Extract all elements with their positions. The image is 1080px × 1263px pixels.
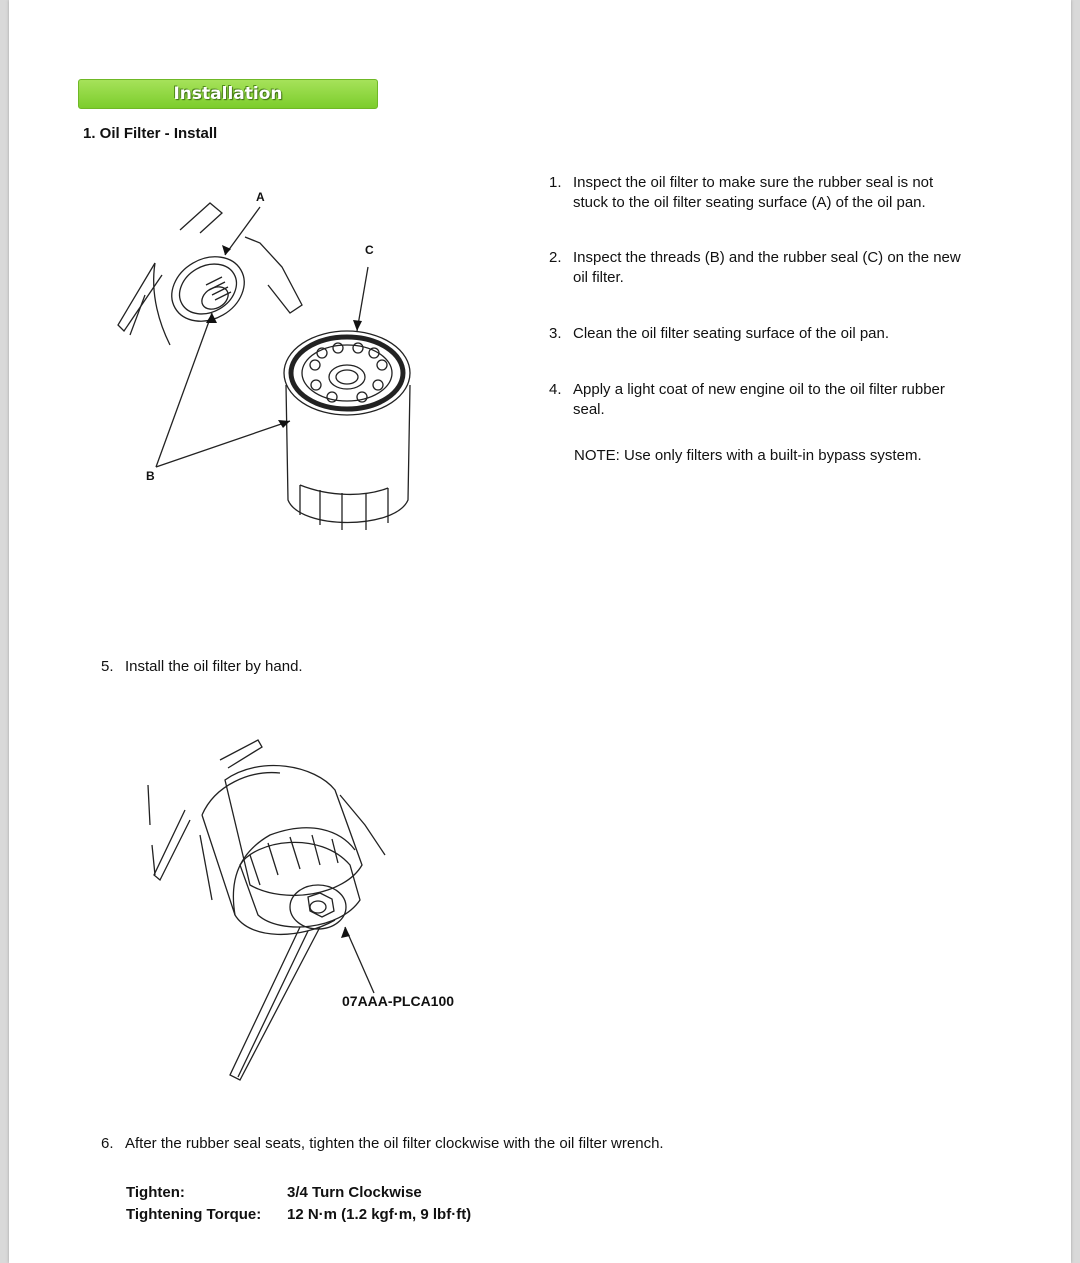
step-1: 1. Inspect the oil filter to make sure the rubber seal is not stuck to the oil filter seating surface (A) of the oil pan. <box>549 174 934 211</box>
step-5: 5. Install the oil filter by hand. <box>101 658 303 675</box>
label-c: C <box>365 243 374 257</box>
label-a: A <box>256 190 265 204</box>
bypass-note: NOTE: Use only filters with a built-in bypass system. <box>574 447 922 464</box>
spec-torque-value: 12 N·m (1.2 kgf·m, 9 lbf·ft) <box>287 1206 472 1223</box>
step-3: 3. Clean the oil filter seating surface of the oil pan. <box>549 325 890 342</box>
step-2: 2. Inspect the threads (B) and the rubber seal (C) on the new oil filter. <box>549 249 961 286</box>
wrench-part-number: 07AAA-PLCA100 <box>342 993 455 1009</box>
oil-filter-wrench-figure <box>140 735 400 1085</box>
section-banner: Installation <box>78 79 378 109</box>
oil-filter-inspection-figure <box>110 185 430 545</box>
spec-tighten-key: Tighten: <box>126 1184 185 1201</box>
step-6: 6. After the rubber seal seats, tighten the oil filter clockwise with the oil filter wrench. <box>101 1135 664 1152</box>
step-4: 4. Apply a light coat of new engine oil to the oil filter rubber seal. <box>549 381 945 418</box>
spec-torque-key: Tightening Torque: <box>126 1206 262 1223</box>
spec-tighten-value: 3/4 Turn Clockwise <box>287 1184 422 1201</box>
label-b: B <box>146 469 155 483</box>
procedure-title: 1. Oil Filter - Install <box>83 125 218 142</box>
